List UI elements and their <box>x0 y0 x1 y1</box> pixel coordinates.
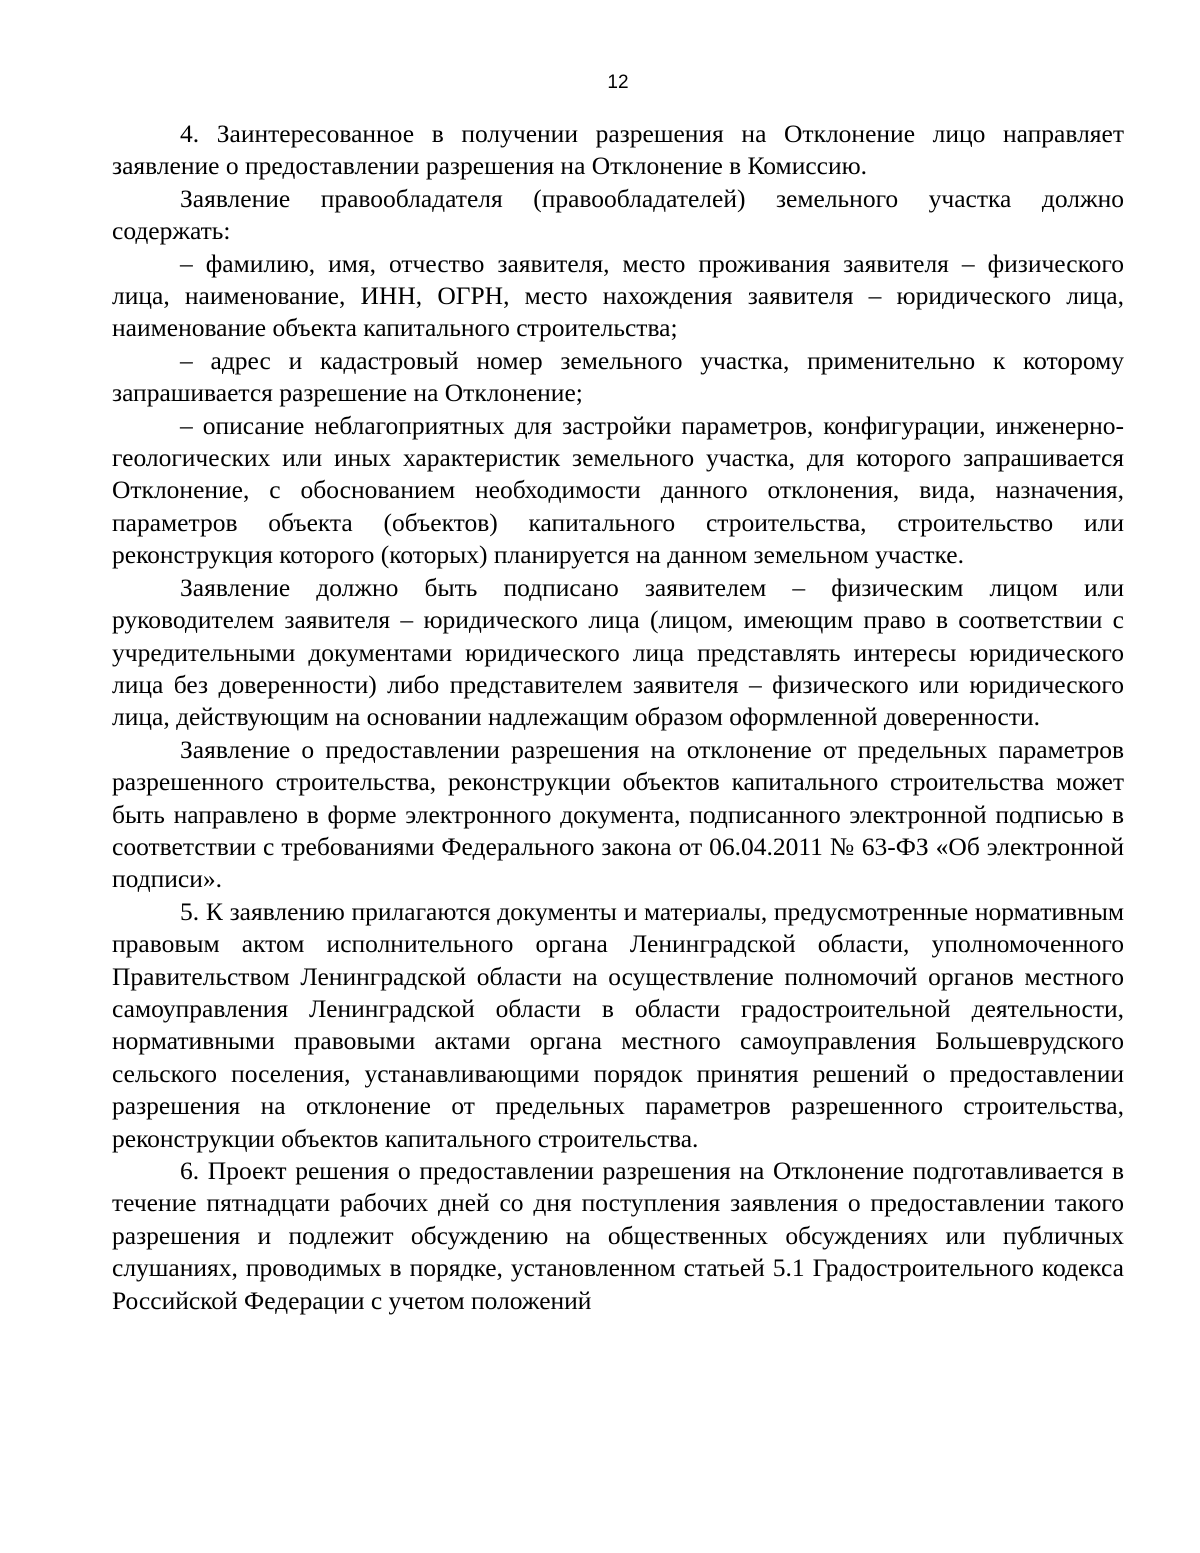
paragraph-list-applicant-details: – фамилию, имя, отчество заявителя, место проживания заявителя – физического лица, наименование, ИНН, ОГРН, место нахождения заявителя – юридического лица, наименование объекта капитального строительства; <box>112 248 1124 343</box>
document-body <box>112 118 1124 1317</box>
paragraph-signature-requirements: Заявление должно быть подписано заявителем – физическим лицом или руководителем заявителя – юридического лица (лицом, имеющим право в соответствии с учредительными документами юридического лица представлять интересы юридического лица без доверенности) либо представителем заявителя – физического или юридического лица, действующим на основании надлежащим образом оформленной доверенности. <box>112 572 1124 732</box>
paragraph-list-land-description: – описание неблагоприятных для застройки параметров, конфигурации, инженерно-геологических или иных характеристик земельного участка, для которого запрашивается Отклонение, с обоснованием необходимости данного отклонения, вида, назначения, параметров объекта (объектов) капитального строительства, строительство или реконструкция которого (которых) планируется на данном земельном участке. <box>112 410 1124 570</box>
page-number: 12 <box>607 72 629 93</box>
paragraph-item-5-attachments: 5. К заявлению прилагаются документы и материалы, предусмотренные нормативным правовым актом исполнительного органа Ленинградской области, уполномоченного Правительством Ленинградской области на осуществление полномочий органов местного самоуправления Ленинградской области в области градостроительной деятельности, нормативными правовыми актами органа местного самоуправления Большеврудского сельского поселения, устанавливающими порядок принятия решений о предоставлении разрешения на отклонение от предельных параметров разрешенного строительства, реконструкции объектов капитального строительства. <box>112 896 1124 1153</box>
paragraph-item-6-draft-decision: 6. Проект решения о предоставлении разрешения на Отклонение подготавливается в течение пятнадцати рабочих дней со дня поступления заявления о предоставлении такого разрешения и подлежит обсуждению на общественных обсуждениях или публичных слушаниях, проводимых в порядке, установленном статьей 5.1 Градостроительного кодекса Российской Федерации с учетом положений <box>112 1156 1124 1315</box>
paragraph-electronic-submission: Заявление о предоставлении разрешения на отклонение от предельных параметров разрешенного строительства, реконструкции объектов капитального строительства может быть направлено в форме электронного документа, подписанного электронной подписью в соответствии с требованиями Федерального закона от 06.04.2011 № 63-ФЗ «Об электронной подписи». <box>112 734 1124 894</box>
paragraph-list-land-address: – адрес и кадастровый номер земельного участка, применительно к которому запрашивается разрешение на Отклонение; <box>112 345 1124 408</box>
paragraph-item-4-application: 4. Заинтересованное в получении разрешения на Отклонение лицо направляет заявление о предоставлении разрешения на Отклонение в Комиссию. <box>112 119 1124 181</box>
paragraph-application-contents: Заявление правообладателя (правообладателей) земельного участка должно содержать: <box>112 183 1124 246</box>
